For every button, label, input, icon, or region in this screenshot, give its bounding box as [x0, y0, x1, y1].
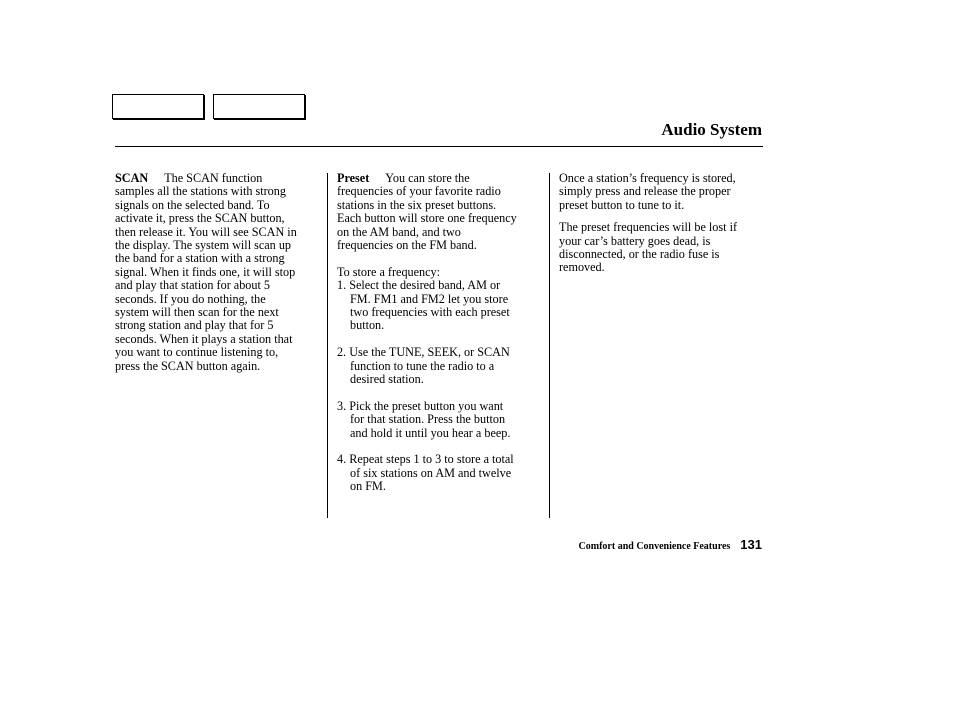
page-number: 131 [740, 537, 762, 552]
step-line: function to tune the radio to a [350, 358, 495, 373]
step-line: 4. Repeat steps 1 to 3 to store a total [337, 452, 514, 467]
preset-text-line: stations in the six preset buttons. [337, 197, 497, 212]
step-line: two frequencies with each preset [350, 305, 510, 320]
notes-text-line: disconnected, or the radio fuse is [559, 247, 720, 262]
notes-text-line: removed. [559, 260, 605, 275]
step-line: and hold it until you hear a beep. [350, 425, 511, 440]
preset-text-line: on the AM band, and two [337, 224, 461, 239]
title-rule [115, 146, 763, 147]
step-line: 2. Use the TUNE, SEEK, or SCAN [337, 345, 510, 360]
notes-paragraph [559, 221, 764, 275]
scan-first-line [115, 172, 320, 185]
column-divider [549, 173, 550, 518]
scan-text-line: The SCAN function [164, 171, 263, 185]
scan-text-line: the band for a station with a strong [115, 251, 285, 266]
step-2 [337, 346, 542, 386]
preset-column [337, 172, 542, 494]
preset-text-line: Each button will store one frequency [337, 211, 517, 226]
notes-text-line: preset button to tune to it. [559, 197, 685, 212]
preset-first-line [337, 172, 542, 185]
notes-text-line: your car’s battery goes dead, is [559, 233, 711, 248]
notes-column [559, 172, 764, 275]
step-line: 3. Pick the preset button you want [337, 398, 504, 413]
column-divider [327, 173, 328, 518]
scan-text-line: the display. The system will scan up [115, 238, 292, 253]
preset-text-line: frequencies of your favorite radio [337, 184, 501, 199]
step-line: 1. Select the desired band, AM or [337, 278, 501, 293]
step-line: of six stations on AM and twelve [350, 465, 512, 480]
page-footer [579, 536, 762, 554]
scan-text-line: activate it, press the SCAN button, [115, 211, 285, 226]
step-1 [337, 279, 542, 333]
scan-text-line: system will then scan for the next [115, 305, 279, 320]
scan-column [115, 172, 320, 373]
notes-text-line: simply press and release the proper [559, 184, 731, 199]
scan-text-line: samples all the stations with strong [115, 184, 286, 199]
notes-paragraph [559, 172, 764, 212]
step-4 [337, 453, 542, 493]
step-line: button. [350, 318, 385, 333]
scan-text-line: signals on the selected band. To [115, 197, 270, 212]
step-line: FM. FM1 and FM2 let you store [350, 291, 509, 306]
scan-text-line: strong station and play that for 5 [115, 318, 274, 333]
scan-text-line: press the SCAN button again. [115, 358, 261, 373]
preset-heading: Preset [337, 171, 370, 185]
preset-text-line: You can store the [385, 171, 470, 185]
step-line: for that station. Press the button [350, 412, 506, 427]
scan-text-line: seconds. If you do nothing, the [115, 291, 266, 306]
scan-text-line: seconds. When it plays a station that [115, 331, 293, 346]
scan-text-line: signal. When it finds one, it will stop [115, 264, 296, 279]
scan-text-line: and play that station for about 5 [115, 278, 271, 293]
step-line: on FM. [350, 479, 386, 494]
notes-text-line: Once a station’s frequency is stored, [559, 171, 736, 185]
section-title: Audio System [661, 120, 762, 139]
notes-text-line: The preset frequencies will be lost if [559, 220, 738, 235]
scan-heading: SCAN [115, 171, 149, 185]
nav-button-main-menu[interactable] [112, 94, 204, 119]
scan-text-line: you want to continue listening to, [115, 345, 279, 360]
footer-section-label: Comfort and Convenience Features [578, 541, 731, 552]
nav-button-table-of-contents[interactable] [213, 94, 305, 119]
preset-text-line: frequencies on the FM band. [337, 238, 477, 253]
step-3 [337, 400, 542, 440]
step-line: desired station. [350, 372, 424, 387]
steps-intro: To store a frequency: [337, 264, 441, 279]
scan-text-line: then release it. You will see SCAN in [115, 224, 297, 239]
